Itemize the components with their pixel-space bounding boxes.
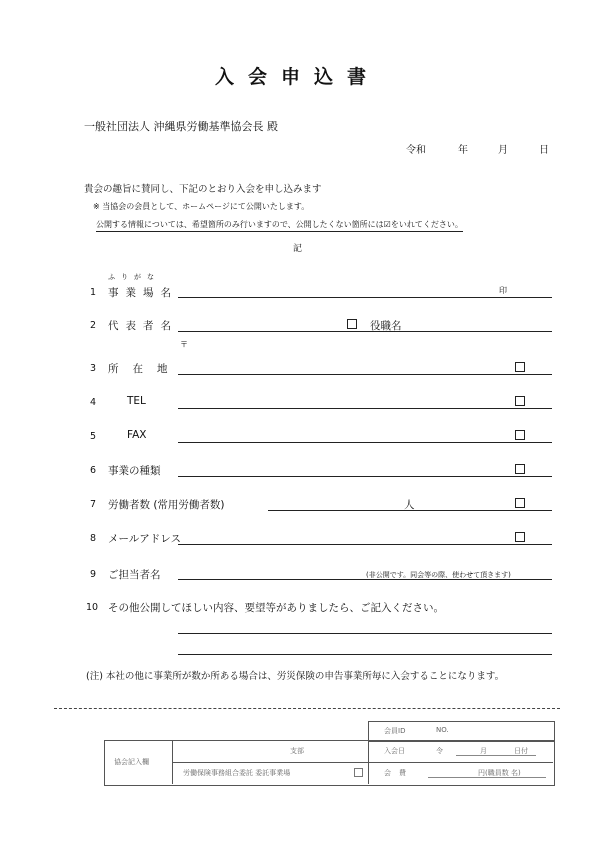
field-8-checkbox[interactable] xyxy=(515,532,525,542)
field-6-line[interactable] xyxy=(178,476,552,477)
office-column-header: 協会記入欄 xyxy=(114,758,149,766)
note-checkbox-instructions: 公開する情報については、希望箇所のみ行いますので、公開したくない箇所には☑をいれてください。 xyxy=(96,219,463,232)
fee-line[interactable] xyxy=(428,777,546,778)
page-title: 入会申込書 xyxy=(214,66,380,88)
comments-line-1[interactable] xyxy=(178,633,552,634)
join-date-label: 入会日 xyxy=(384,747,405,755)
field-4-label: TEL xyxy=(127,395,146,407)
field-3-checkbox[interactable] xyxy=(515,362,525,372)
field-2-number: 2 xyxy=(90,320,97,331)
field-1-number: 1 xyxy=(90,287,97,298)
date-month: 月 xyxy=(498,145,508,156)
field-1-line[interactable] xyxy=(178,297,552,298)
contact-private-note: (非公開です。同会等の際、使わせて頂きます) xyxy=(366,571,511,579)
field-5-line[interactable] xyxy=(178,442,552,443)
field-10-label: その他公開してほしい内容、要望等がありましたら、ご記入ください。 xyxy=(108,602,444,614)
footer-note: (注) 本社の他に事業所が数か所ある場合は、労災保険の申告事業所毎に入会することになります。 xyxy=(86,671,505,682)
insurance-label: 労働保険事務組合委託 委託事業場 xyxy=(183,769,291,777)
fee-unit-label: 円(職員数 名) xyxy=(478,769,521,777)
branch-label: 支部 xyxy=(290,747,304,755)
field-7-checkbox[interactable] xyxy=(515,498,525,508)
date-era: 令和 xyxy=(406,145,426,156)
field-5-number: 5 xyxy=(90,431,97,442)
field-4-line[interactable] xyxy=(178,408,552,409)
ki-heading: 記 xyxy=(292,244,302,254)
addressee: 一般社団法人 沖縄県労働基準協会長 殿 xyxy=(84,120,278,133)
workers-unit: 人 xyxy=(404,499,415,511)
field-9-label: ご担当者名 xyxy=(108,569,161,581)
field-9-number: 9 xyxy=(90,569,97,580)
field-8-number: 8 xyxy=(90,533,97,544)
field-7-number: 7 xyxy=(90,499,97,510)
field-1-label: 事業場名 xyxy=(108,287,178,299)
job-title-label: 役職名 xyxy=(370,320,402,332)
field-5-checkbox[interactable] xyxy=(515,430,525,440)
office-row-divider xyxy=(172,762,553,763)
field-5-label: FAX xyxy=(127,429,147,441)
seal-mark: 印 xyxy=(499,286,507,295)
join-day-label: 日付 xyxy=(514,747,528,755)
field-2-line[interactable] xyxy=(178,331,552,332)
field-6-label: 事業の種類 xyxy=(108,465,161,477)
postal-mark: 〒 xyxy=(180,340,188,349)
furigana-label: ふりがな xyxy=(108,273,160,281)
join-date-line[interactable] xyxy=(456,755,536,756)
field-8-line[interactable] xyxy=(178,544,552,545)
fee-label: 会費 xyxy=(384,769,414,777)
intro-text: 貴会の趣旨に賛同し、下記のとおり入会を申し込みます xyxy=(84,184,322,195)
join-month-label: 月 xyxy=(480,747,487,755)
cut-line xyxy=(54,708,560,709)
field-4-number: 4 xyxy=(90,397,97,408)
member-id-label: 会員ID xyxy=(384,727,406,735)
field-2-checkbox[interactable] xyxy=(347,319,357,329)
field-10-number: 10 xyxy=(86,602,99,613)
field-3-label: 所在地 xyxy=(108,363,182,375)
field-4-checkbox[interactable] xyxy=(515,396,525,406)
comments-line-2[interactable] xyxy=(178,654,552,655)
field-6-checkbox[interactable] xyxy=(515,464,525,474)
field-6-number: 6 xyxy=(90,465,97,476)
insurance-checkbox[interactable] xyxy=(354,768,363,777)
date-year: 年 xyxy=(458,145,468,156)
note-public: ※ 当協会の会員として、ホームページにて公開いたします。 xyxy=(93,202,310,211)
date-day: 日 xyxy=(539,145,549,156)
field-8-label: メールアドレス xyxy=(108,533,181,545)
member-no-label: NO. xyxy=(436,726,449,734)
field-2-label: 代表者名 xyxy=(108,320,178,332)
join-era-label: 令 xyxy=(436,747,443,755)
field-3-line[interactable] xyxy=(178,374,552,375)
field-3-number: 3 xyxy=(90,363,97,374)
field-7-label: 労働者数 (常用労働者数) xyxy=(108,499,225,511)
